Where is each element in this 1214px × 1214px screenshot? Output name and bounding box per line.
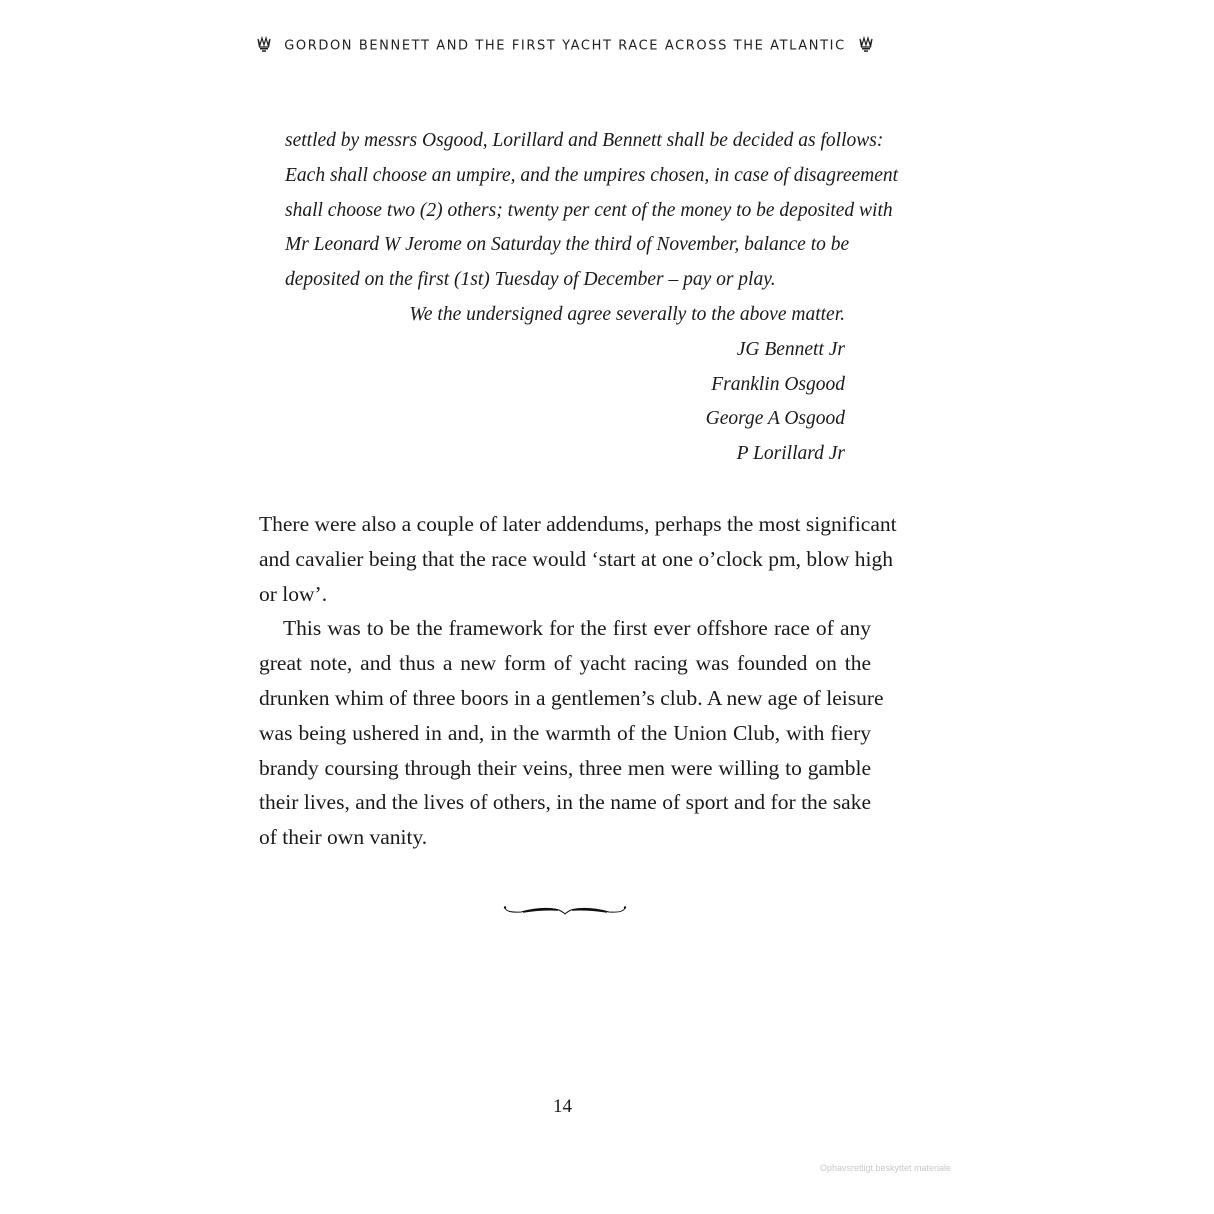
quoted-agreement — [285, 124, 899, 472]
crown-icon — [858, 36, 874, 56]
paragraph-line: brandy coursing through their veins, three men were willing to gamble — [259, 755, 871, 780]
running-title: GORDON BENNETT AND THE FIRST YACHT RACE ACROSS THE ATLANTIC — [284, 38, 846, 54]
paragraph-line: was being ushered in and, in the warmth of the Union Club, with fiery — [259, 720, 871, 745]
signatory: Franklin Osgood — [711, 373, 845, 395]
paragraph-line: or low’. — [259, 581, 328, 606]
paragraph-line: and cavalier being that the race would ‘start at one o’clock pm, blow high — [259, 546, 894, 571]
section-ornament-icon — [503, 903, 627, 923]
quote-line: Mr Leonard W Jerome on Saturday the third of November, balance to be — [285, 234, 850, 256]
agreement-line: We the undersigned agree severally to the above matter. — [409, 303, 845, 325]
quote-line: shall choose two (2) others; twenty per cent of the money to be deposited with — [285, 199, 893, 221]
paragraph-line: of their own vanity. — [259, 825, 428, 850]
running-header — [0, 36, 1130, 56]
quote-line: deposited on the first (1st) Tuesday of December – pay or play. — [285, 269, 776, 291]
paragraph-line: great note, and thus a new form of yacht racing was founded on the — [259, 651, 871, 676]
page-number: 14 — [553, 1096, 572, 1117]
signatory: George A Osgood — [705, 408, 845, 430]
quote-line: settled by messrs Osgood, Lorillard and Bennett shall be decided as follows: — [285, 130, 884, 151]
signatory: P Lorillard Jr — [736, 443, 845, 465]
paragraph-line: their lives, and the lives of others, in the name of sport and for the sake — [259, 790, 871, 815]
signatory: JG Bennett Jr — [736, 338, 845, 360]
body-text — [259, 507, 897, 855]
quote-line: Each shall choose an umpire, and the umpires chosen, in case of disagreement — [285, 164, 899, 186]
watermark: Ophavsretligt beskyttet materiale — [820, 1163, 952, 1173]
crown-icon — [256, 36, 272, 56]
paragraph-line: drunken whim of three boors in a gentlemen’s club. A new age of leisure — [259, 685, 884, 710]
paragraph-line: This was to be the framework for the first ever offshore race of any — [283, 616, 871, 641]
paragraph-line: There were also a couple of later addendums, perhaps the most significant — [259, 512, 897, 536]
